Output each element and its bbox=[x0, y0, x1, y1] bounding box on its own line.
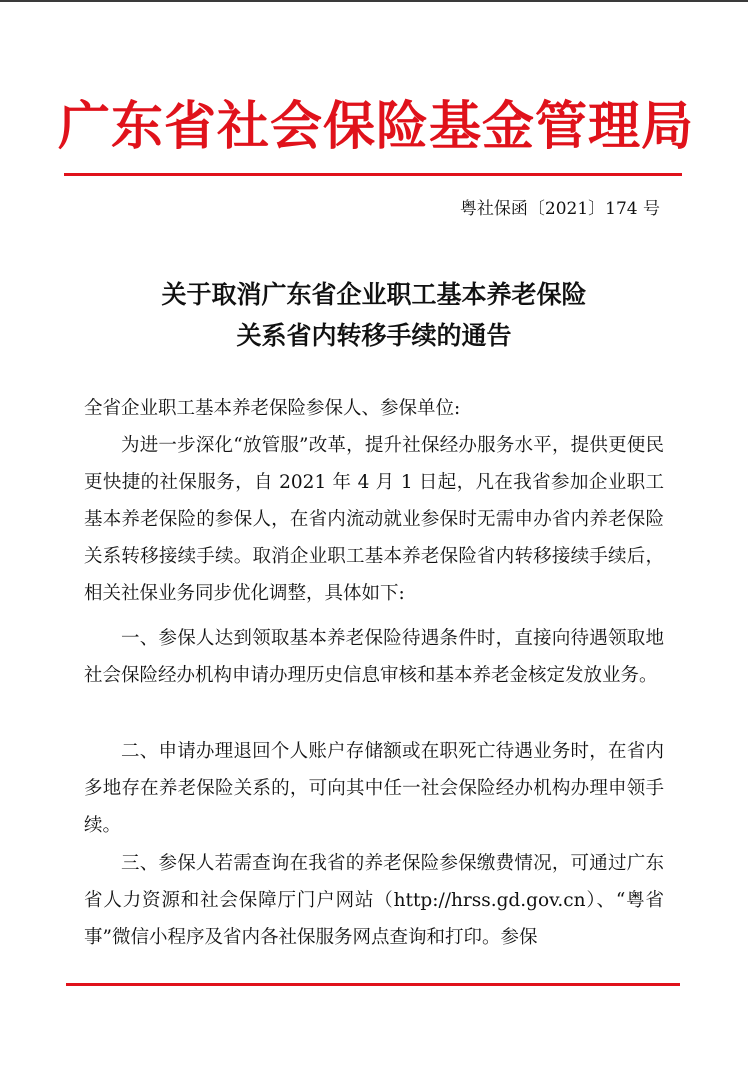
letterhead-title: 广东省社会保险基金管理局 bbox=[58, 97, 695, 157]
body-paragraph-item-1: 一、参保人达到领取基本养老保险待遇条件时，直接向待遇领取地社会保险经办机构申请办理历史信息审核和基本养老金核定发放业务。 bbox=[84, 628, 664, 686]
notice-title-line-2: 关系省内转移手续的通告 bbox=[236, 321, 512, 350]
body-paragraph-item-2: 二、申请办理退回个人账户存储额或在职死亡待遇业务时，在省内多地存在养老保险关系的，可向其中任一社会保险经办机构办理申领手续。 bbox=[84, 741, 664, 836]
notice-title-line-1: 关于取消广东省企业职工基本养老保险 bbox=[161, 280, 587, 309]
salutation: 全省企业职工基本养老保险参保人、参保单位: bbox=[84, 398, 461, 419]
document-number: 粤社保函〔2021〕174 号 bbox=[459, 199, 660, 219]
footer-red-rule bbox=[66, 983, 680, 986]
body-paragraph-intro: 为进一步深化“放管服”改革，提升社保经办服务水平，提供更便民更快捷的社保服务，自 2021 年 4 月 1 日起，凡在我省参加企业职工基本养老保险的参保人，在省内流动就业参保时无需申办省内养老保险关系转移接续手续。取消企业职工基本养老保险省内转移接续手续后，相关社保业务同步优化调整，具体如下: bbox=[84, 435, 664, 604]
page-top-edge bbox=[0, 0, 748, 2]
body-paragraph-item-3: 三、参保人若需查询在我省的养老保险参保缴费情况，可通过广东省人力资源和社会保障厅门户网站（http://hrss.gd.gov.cn）、“粤省事”微信小程序及省内各社保服务网点查询和打印。参保 bbox=[84, 853, 664, 948]
letterhead-red-rule bbox=[64, 173, 682, 176]
